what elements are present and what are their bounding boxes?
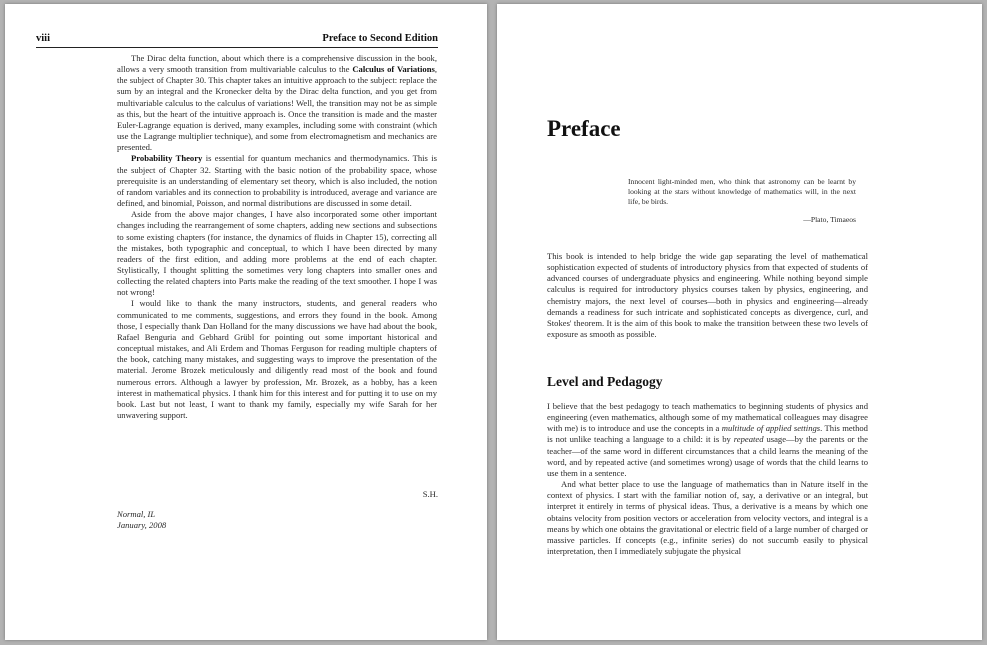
- intro-text: [547, 251, 868, 340]
- section-heading: Level and Pedagogy: [547, 374, 663, 389]
- signature: S.H.: [422, 489, 438, 499]
- epigraph-source: —Plato, Timaeos: [803, 215, 856, 224]
- paragraph: Aside from the above major changes, I have also incorporated some other important changes including the rearrangement of some chapters, adding new sections and subsections to some existing chapters (for instance, the dynamics of fluids in Chapter 15), correcting all the mistakes, both typographic and conceptual, to which I have been directed by many readers of the first edition, and adding more problems at the end of each chapter. Stylistically, I thought splitting the sometimes very long chapters into smaller ones and collecting the related chapters into Parts make the reading of the text smoother. I hope I was not wrong!: [117, 209, 437, 298]
- epigraph: Innocent light-minded men, who think that astronomy can be learnt by looking at the stars without knowledge of mathematics will, in the next life, be birds.: [628, 177, 856, 207]
- chapter-title: Preface: [547, 116, 621, 141]
- place-and-date: [117, 509, 166, 531]
- date: January, 2008: [117, 520, 167, 530]
- paragraph: The Dirac delta function, about which there is a comprehensive discussion in the book, allows a very smooth transition from multivariable calculus to the Calculus of Variations, the subject of Chapter 30. This chapter takes an intuitive approach to the subject: replace the sum by an integral and the Kronecker delta by the Dirac delta function, and you get from multivariable calculus to the calculus of variations! Well, the transition may not be as simple as this, but the heart of the intuitive approach is. Once the transition is made and the master Euler-Lagrange equation is derived, many examples, including some with constraint (which use the Lagrange multiplier technique), and some from electromagnetism and mechanics are presented.: [117, 53, 437, 153]
- right-page: [497, 4, 982, 640]
- place: Normal, IL: [117, 509, 156, 519]
- paragraph: I believe that the best pedagogy to teach mathematics to beginning students of physics and engineering (even mathematics, although some of my mathematical colleagues may disagree with me) is to introduce and use the concepts in a multitude of applied settings. This method is not unlike teaching a language to a child: it is by repeated usage—by the parents or the teacher—of the same word in different circumstances that a child learns the meaning of the word, and by repeated active (and sometimes wrong) usage of words that the child learns to use them in a sentence.: [547, 401, 868, 478]
- paragraph: I would like to thank the many instructors, students, and general readers who communicated to me comments, suggestions, and errors they found in the book. Among those, I especially thank Dan Holland for the many discussions we have had about the book, Rafael Benguria and Gebhard Grübl for pointing out some important historical and conceptual mistakes, and Ali Erdem and Thomas Ferguson for reading multiple chapters of the book, catching many mistakes, and suggesting ways to improve the presentation of the material. Jerome Brozek meticulously and diligently read most of the book and found numerous errors. Although a lawyer by profession, Mr. Brozek, as a hobby, has a keen interest in mathematical physics. I thank him for this interest and for putting it to use on my book. Last but not least, I want to thank my family, especially my wife Sarah for her unwavering support.: [117, 298, 437, 420]
- pedagogy-text: [547, 401, 868, 557]
- paragraph: Probability Theory is essential for quantum mechanics and thermodynamics. This is the subject of Chapter 32. Starting with the basic notion of the probability space, whose prerequisite is an understanding of elementary set theory, which is also included, the notion of random variables and its connection to probability is introduced, average and variance are defined, and binomial, Poisson, and normal distributions are discussed in some detail.: [117, 153, 437, 209]
- running-head-title: Preface to Second Edition: [322, 33, 438, 44]
- left-body-text: [117, 53, 437, 421]
- page-number: viii: [36, 33, 51, 44]
- paragraph: This book is intended to help bridge the wide gap separating the level of mathematical sophistication expected of students of introductory physics from that expected of students of advanced courses of undergraduate physics and engineering. While nothing beyond simple calculus is required for introductory physics courses taken by physics, engineering, and chemistry majors, the next level of courses—both in physics and engineering—already demands a readiness for such intricate and sophisticated concepts as divergence, curl, and Stokes' theorem. It is the aim of this book to make the transition between these two levels of exposure as smooth as possible.: [547, 251, 868, 340]
- left-page: [5, 4, 487, 640]
- paragraph: And what better place to use the language of mathematics than in Nature itself in the context of physics. I start with the familiar notion of, say, a derivative or an integral, but interpret it entirely in terms of physical ideas. Thus, a derivative is a means by which one obtains velocity from position vectors or acceleration from velocity vectors, and integral is a means by which one obtains the gravitational or electric field of a large number of charged or massive particles. If concepts (e.g., infinite series) do not succumb easily to physical interpretation, then I immediately subjugate the physical: [547, 479, 868, 557]
- running-head: [36, 33, 438, 48]
